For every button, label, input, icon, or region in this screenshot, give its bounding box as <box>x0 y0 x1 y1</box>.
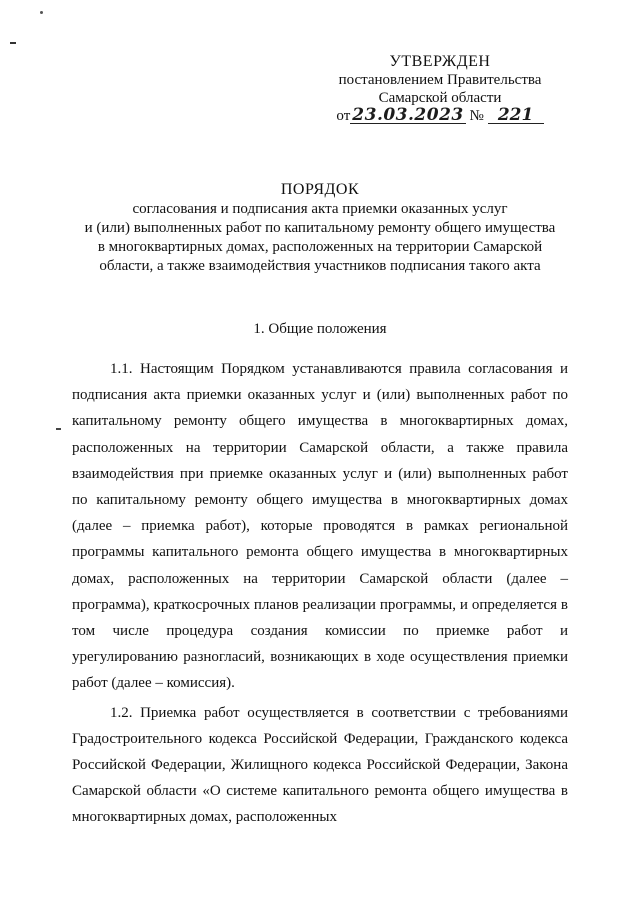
document-subtitle-line: согласования и подписания акта приемки оказанных услуг <box>132 201 508 217</box>
approval-date-line <box>310 107 570 125</box>
approval-line-1: постановлением Правительства <box>338 72 542 88</box>
approval-stamp-block <box>310 53 570 125</box>
document-subtitle-line: области, а также взаимодействия участников подписания такого акта <box>99 258 541 274</box>
approved-title: УТВЕРЖДЕН <box>389 53 491 70</box>
handwritten-number: 221 <box>488 107 544 124</box>
paragraph-1-2: 1.2. Приемка работ осуществляется в соответствии с требованиями Градостроительного кодекса Российской Федерации, Гражданского кодекса Российской Федерации, Жилищного кодекса Российской Федерации, Закона Самарской области «О системе капитального ремонта общего имущества в многоквартирных домах, расположенных <box>72 704 568 826</box>
document-body <box>72 356 568 831</box>
document-subtitle-line: и (или) выполненных работ по капитальному ремонту общего имущества <box>84 220 556 236</box>
document-subtitle-line: в многоквартирных домах, расположенных на территории Самарской <box>97 239 543 255</box>
document-title-block <box>60 180 580 276</box>
scan-dash-mark <box>10 42 16 44</box>
paragraph-1-1: 1.1. Настоящим Порядком устанавливаются правила согласования и подписания акта приемки оказанных услуг и (или) выполненных работ по капитальному ремонту общего имущества в многоквартирных домах, расположенных на территории Самарской области, а также правила взаимодействия при приемке оказанных услуг и (или) выполненных работ по капитальному ремонту общего имущества в многоквартирных домах (далее – приемка работ), которые проводятся в рамках региональной программы капитального ремонта общего имущества в многоквартирных домах, расположенных на территории Самарской области (далее – программа), краткосрочных планов реализации программы, и определяется в том числе процедура создания комиссии по приемке работ и урегулированию разногласий, возникающих в ходе осуществления приемки работ (далее – комиссия). <box>72 361 568 692</box>
scan-dot-mark <box>40 11 43 14</box>
handwritten-date: 23.03.2023 <box>352 105 464 125</box>
number-prefix: № <box>469 108 484 124</box>
date-prefix: от <box>336 108 351 124</box>
scan-margin-mark <box>56 428 61 430</box>
section-heading: 1. Общие положения <box>253 321 387 337</box>
document-title: ПОРЯДОК <box>280 181 360 198</box>
approval-line-2: Самарской области <box>378 90 502 106</box>
